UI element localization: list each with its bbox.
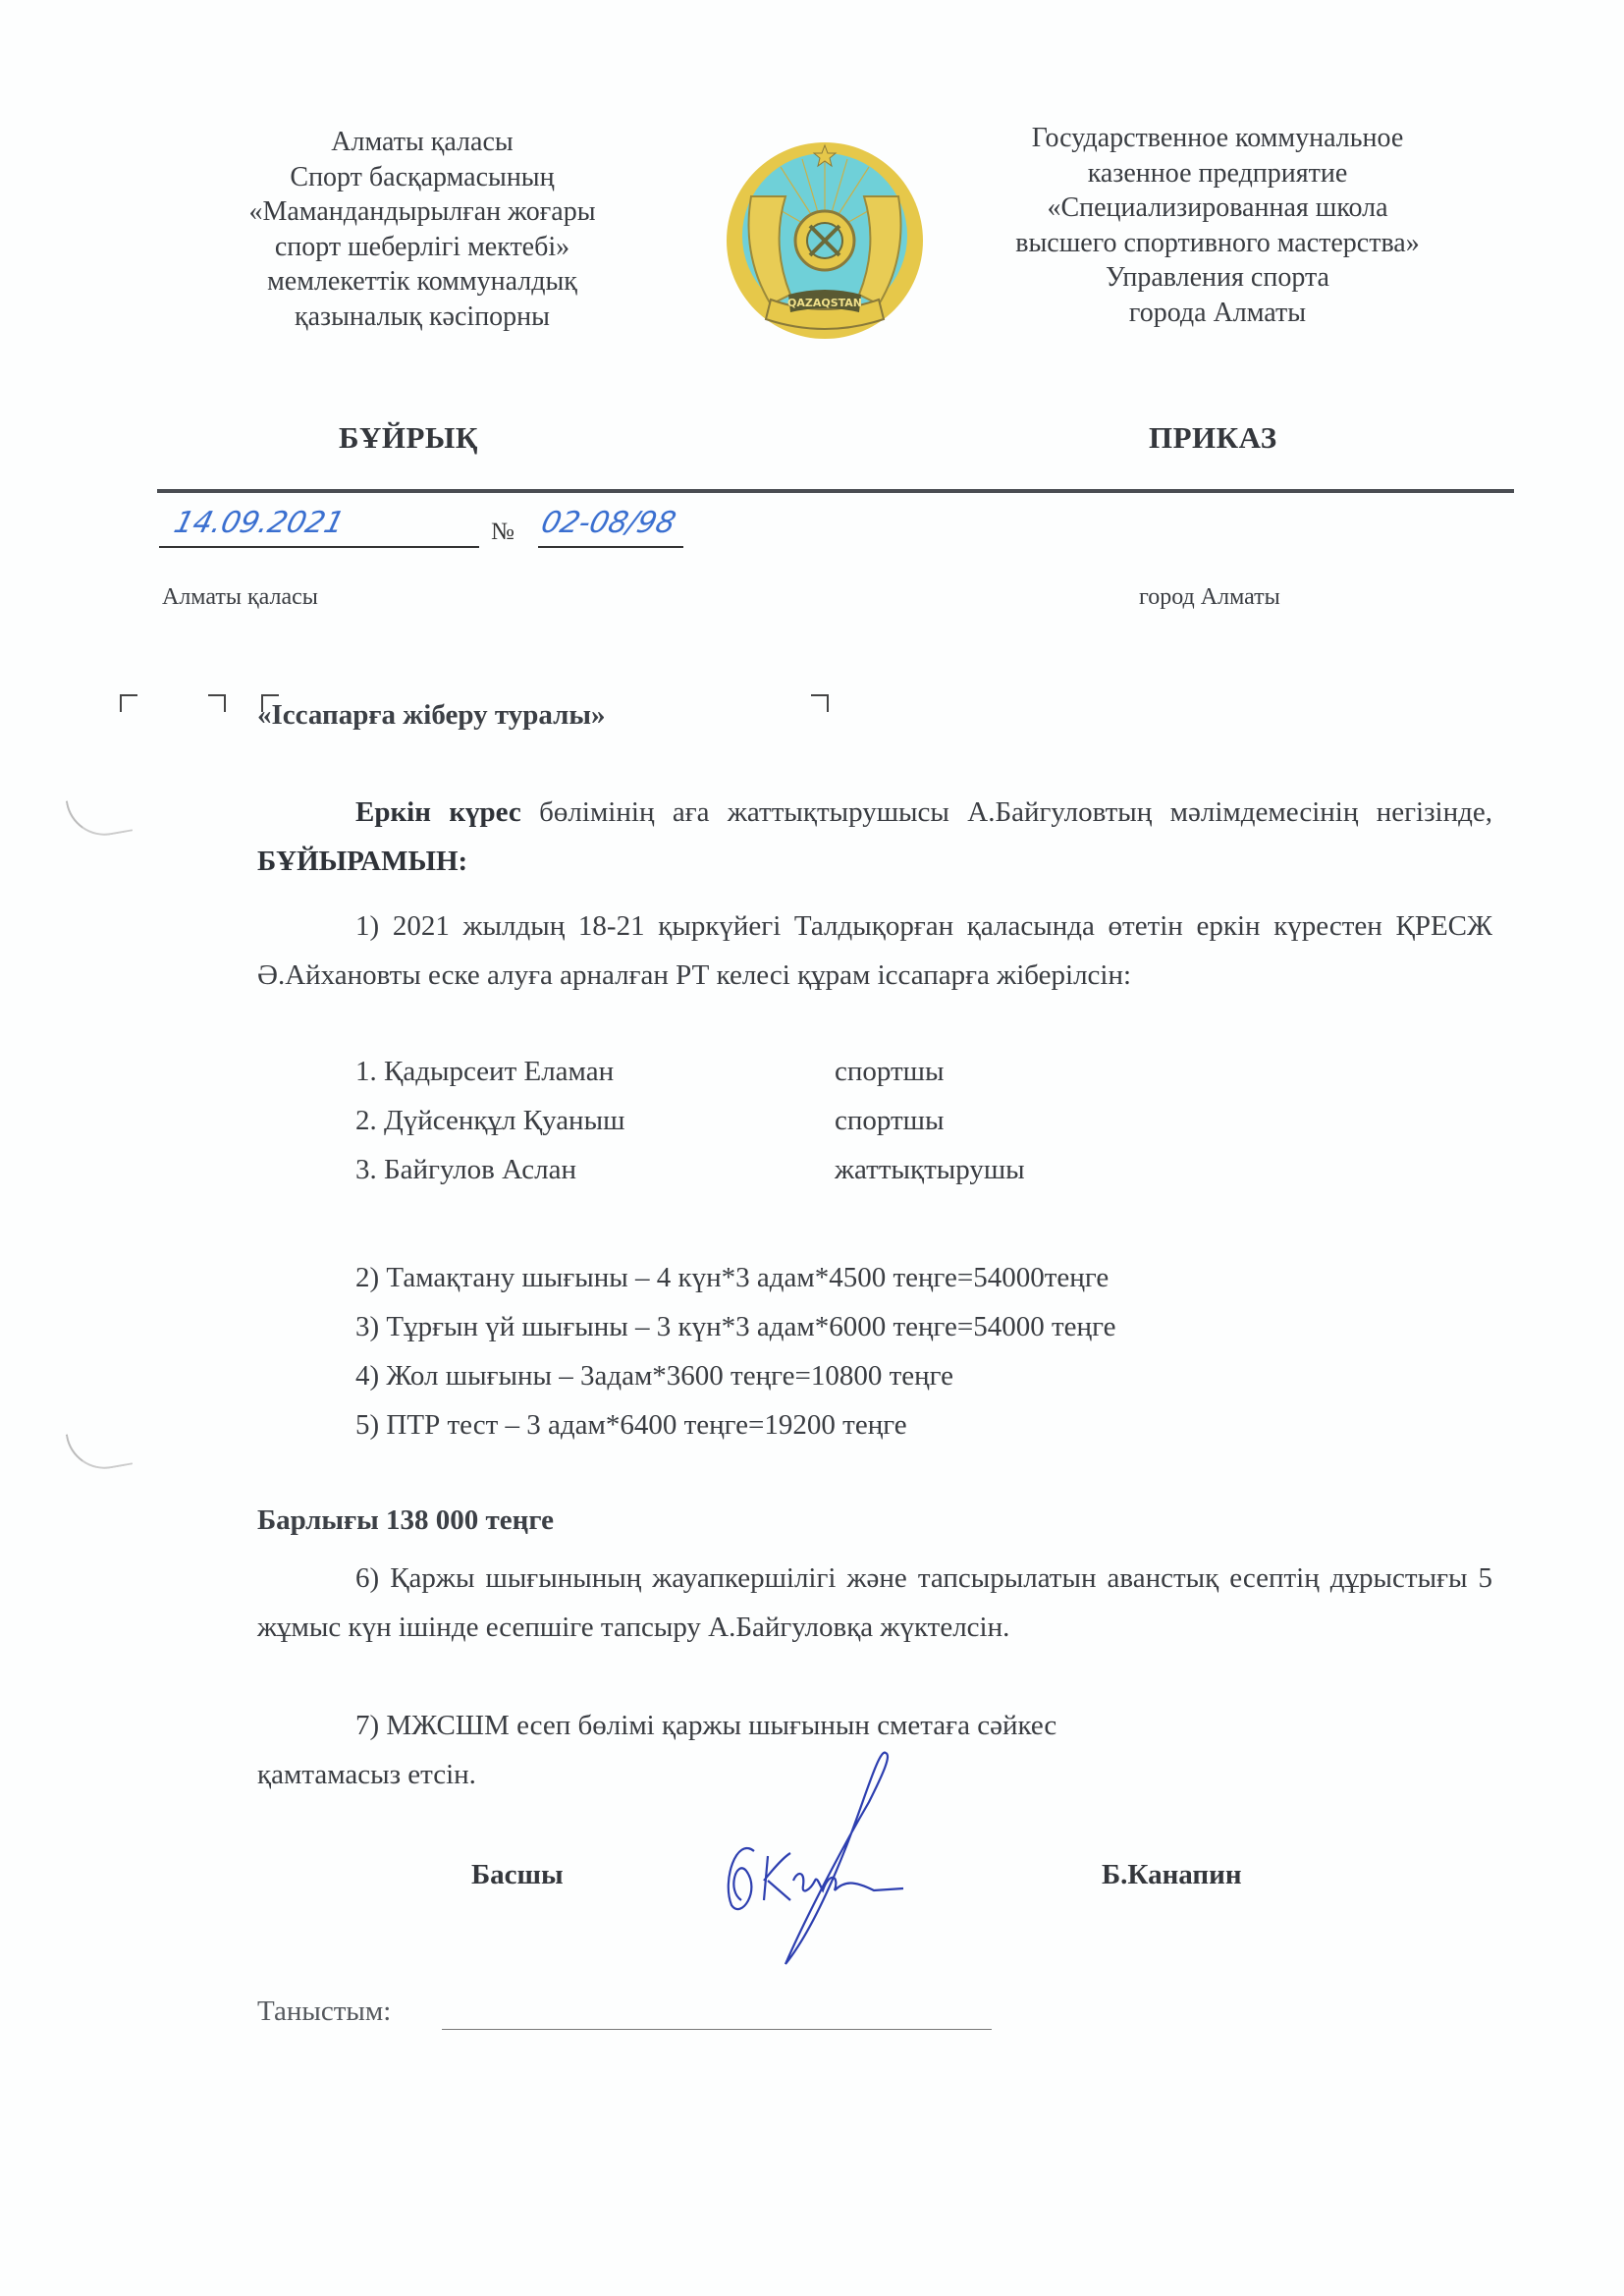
acknowledged-signature-line <box>442 2029 992 2030</box>
paragraph-item-7-cont: қамтамасыз етсін. <box>257 1759 476 1790</box>
acknowledged-label: Таныстым: <box>257 1995 392 2027</box>
emblem-text: QAZAQSTAN <box>787 297 862 309</box>
paragraph-item-1: 1) 2021 жылдың 18-21 қыркүйегі Талдықорған қаласында өтетін еркін күрестен ҚРЕСЖ Ә.Айхановты еске алуға арналған РТ келесі құрам іссапарға жіберілсін: <box>257 910 1492 991</box>
header-ru-line: казенное предприятие <box>1087 157 1348 189</box>
paragraph-preamble <box>257 788 1492 886</box>
handwritten-signature <box>707 1743 962 1974</box>
number-underline <box>538 546 683 548</box>
header-kz-line: Алматы қаласы <box>331 127 514 157</box>
header-ru-line: Управления спорта <box>1106 262 1329 293</box>
state-emblem-icon <box>712 137 938 349</box>
signatory-name: Б.Канапин <box>1102 1859 1242 1890</box>
cost-item: 4) Жол шығыны – 3адам*3600 теңге=10800 теңге <box>355 1360 954 1392</box>
header-kz-line: «Мамандандырылған жоғары <box>248 196 596 227</box>
participant-role: спортшы <box>835 1105 945 1136</box>
cost-item: 2) Тамақтану шығыны – 4 күн*3 адам*4500 теңге=54000теңге <box>355 1262 1110 1293</box>
header-ru-line: «Специализированная школа <box>1047 192 1388 223</box>
participant-name: 3. Байгулов Аслан <box>355 1154 577 1185</box>
punch-hole <box>66 791 133 842</box>
participant-row <box>355 1047 945 1096</box>
order-number: 02-08/98 <box>537 506 679 540</box>
participant-row <box>355 1145 1025 1194</box>
header-ru-line: города Алматы <box>1128 297 1307 328</box>
participant-role: спортшы <box>835 1056 945 1087</box>
cost-item: 5) ПТР тест – 3 адам*6400 теңге=19200 теңге <box>355 1409 907 1441</box>
paragraph-item-7: 7) МЖСШМ есеп бөлімі қаржы шығынын сметаға сәйкес <box>355 1710 1057 1741</box>
paragraph-item-6: 6) Қаржы шығынының жауапкершілігі және тапсырылатын аванстық есептің дұрыстығы 5 жұмыс күн ішінде есепшіге тапсыру А.Байгуловқа жүктелсін. <box>257 1562 1492 1643</box>
order-subject: «Іссапарға жіберу туралы» <box>257 699 606 731</box>
header-kz-line: мемлекеттік коммуналдық <box>267 266 577 297</box>
date-underline <box>159 546 479 548</box>
header-kz-line: спорт шеберлігі мектебі» <box>274 231 570 262</box>
header-ru-line: Государственное коммунальное <box>1031 123 1404 153</box>
city-kz: Алматы қаласы <box>162 584 318 610</box>
city-ru: город Алматы <box>1139 584 1280 610</box>
preamble-order-word: БҰЙЫРАМЫН: <box>257 846 468 877</box>
corner-mark <box>208 694 226 712</box>
header-kz-line: қазыналық кәсіпорны <box>295 301 550 332</box>
corner-mark <box>120 694 137 712</box>
header-divider <box>157 489 1514 493</box>
number-label: № <box>491 519 514 545</box>
header-kz <box>187 125 658 334</box>
participant-row <box>355 1096 945 1145</box>
doc-title-kz: БҰЙРЫҚ <box>339 420 478 455</box>
header-ru-line: высшего спортивного мастерства» <box>1015 227 1420 258</box>
preamble-text: бөлімінің аға жаттықтырушысы А.Байгуловтың мәлімдемесінің негізінде, <box>520 796 1492 828</box>
header-ru <box>962 121 1473 330</box>
total-amount: Барлығы 138 000 теңге <box>257 1504 555 1536</box>
participant-role: жаттықтырушы <box>835 1154 1025 1185</box>
doc-title-ru: ПРИКАЗ <box>1149 420 1277 455</box>
order-date: 14.09.2021 <box>170 506 349 540</box>
participant-name: 2. Дүйсенқұл Қуаныш <box>355 1105 625 1136</box>
preamble-bold: Еркін күрес <box>355 796 521 828</box>
participant-name: 1. Қадырсеит Еламан <box>355 1056 615 1087</box>
header-kz-line: Спорт басқармасының <box>290 161 555 192</box>
signatory-role: Басшы <box>471 1859 564 1890</box>
punch-hole <box>66 1424 133 1475</box>
cost-item: 3) Тұрғын үй шығыны – 3 күн*3 адам*6000 теңге=54000 теңге <box>355 1311 1116 1342</box>
corner-mark <box>811 694 829 712</box>
